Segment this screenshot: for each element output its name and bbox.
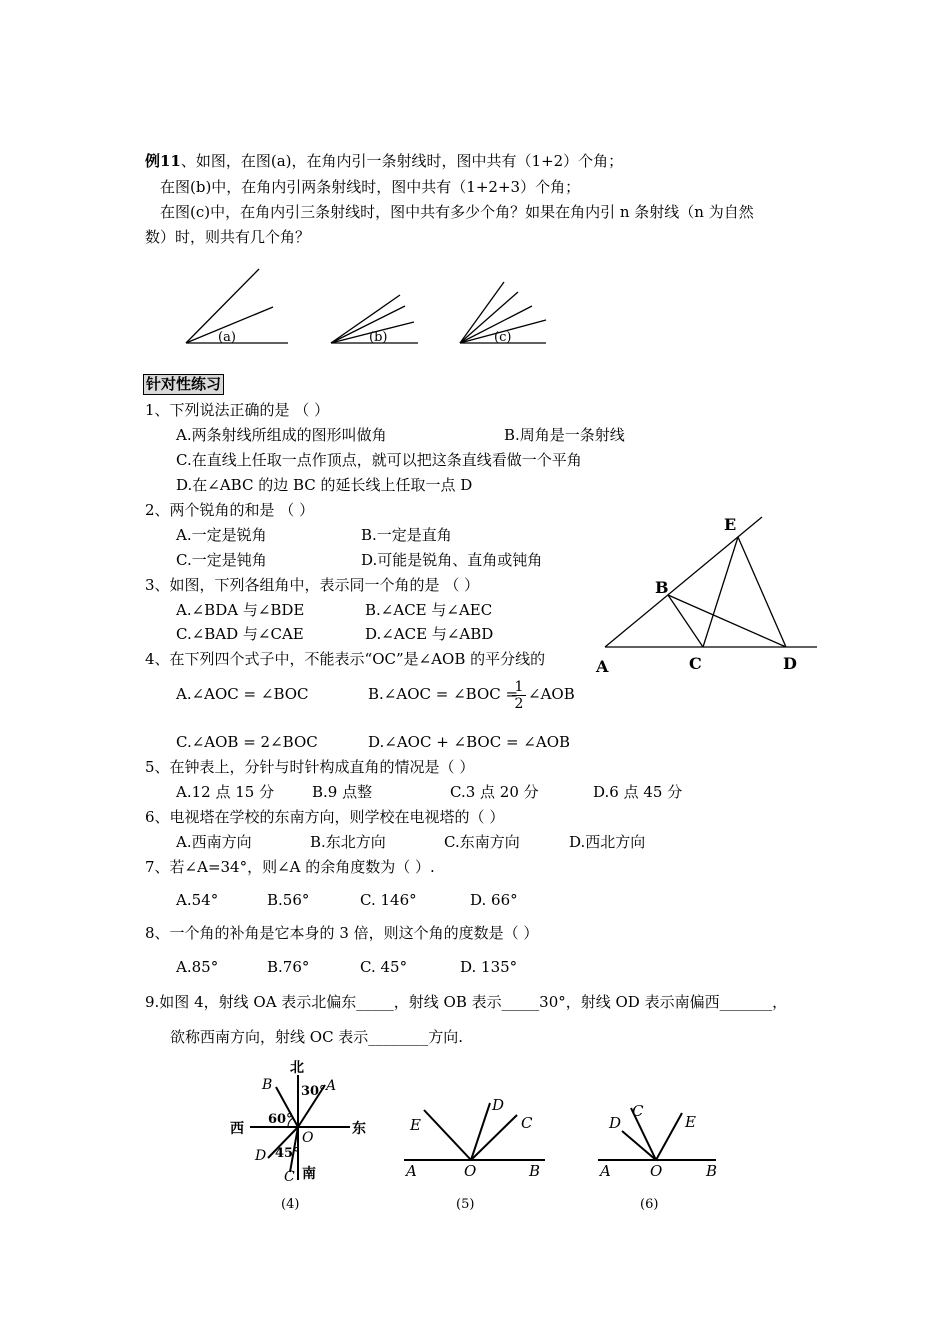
q7-stem: 7、若∠A=34°，则∠A 的余角度数为（ ）. — [145, 858, 435, 876]
q9-line-1: 9.如图 4，射线 OA 表示北偏东_____，射线 OB 表示_____30°，射线 OD 表示南偏西_______， — [145, 993, 788, 1011]
q7-option-b: B.56° — [267, 891, 310, 909]
q2-option-b: B.一定是直角 — [361, 526, 452, 544]
label-b: B — [529, 1162, 541, 1180]
q7-option-c: C. 146° — [360, 891, 417, 909]
q5-option-d: D.6 点 45 分 — [593, 783, 683, 801]
label-c: C — [521, 1114, 533, 1132]
q4-option-c: C.∠AOB = 2∠BOC — [176, 733, 318, 751]
example-text-1: 、如图，在图(a)，在角内引一条射线时，图中共有（1+2）个角； — [180, 152, 624, 170]
q6-option-a: A.西南方向 — [176, 833, 252, 851]
figure-6-caption: (6) — [640, 1197, 659, 1212]
q7-option-a: A.54° — [176, 891, 219, 909]
ray-label-a: A — [326, 1078, 337, 1094]
figure-5-caption: (5) — [456, 1197, 475, 1212]
label-e: E — [410, 1116, 421, 1134]
q5-stem: 5、在钟表上，分针与时针构成直角的情况是（ ） — [145, 758, 475, 776]
figure-4-caption: (4) — [281, 1197, 300, 1212]
q8-option-c: C. 45° — [360, 958, 408, 976]
figure-c-label: (c) — [494, 330, 512, 345]
q8-option-a: A.85° — [176, 958, 219, 976]
label-b: B — [706, 1162, 718, 1180]
label-a: A — [600, 1162, 611, 1180]
q2-stem: 2、两个锐角的和是 （ ） — [145, 501, 315, 519]
angle-45-label: 45° — [275, 1146, 300, 1161]
point-label-d: D — [783, 654, 797, 673]
q2-option-c: C.一定是钝角 — [176, 551, 267, 569]
q1-option-d: D.在∠ABC 的边 BC 的延长线上任取一点 D — [176, 476, 473, 494]
west-label: 西 — [230, 1121, 244, 1137]
q6-option-b: B.东北方向 — [310, 833, 386, 851]
label-d: D — [492, 1096, 505, 1114]
section-title: 针对性练习 — [143, 374, 224, 395]
point-label-b: B — [655, 578, 669, 597]
label-o: O — [464, 1162, 477, 1180]
q3-option-b: B.∠ACE 与∠AEC — [365, 601, 493, 619]
figure-a-label: (a) — [218, 330, 236, 345]
label-c: C — [632, 1102, 644, 1120]
origin-label-o: O — [302, 1130, 314, 1146]
q3-stem: 3、如图，下列各组角中，表示同一个角的是 （ ） — [145, 576, 480, 594]
q1-option-c: C.在直线上任取一点作顶点，就可以把这条直线看做一个平角 — [176, 451, 582, 469]
q8-stem: 8、一个角的补角是它本身的 3 倍，则这个角的度数是（ ） — [145, 924, 539, 942]
q1-stem: 1、下列说法正确的是 （ ） — [145, 401, 330, 419]
point-label-e: E — [724, 515, 737, 534]
q4-stem: 4、在下列四个式子中，不能表示“OC”是∠AOB 的平分线的 — [145, 650, 546, 668]
angle-30-label: 30° — [301, 1084, 326, 1099]
east-label: 东 — [352, 1121, 366, 1137]
point-label-c: C — [689, 654, 702, 673]
q3-option-a: A.∠BDA 与∠BDE — [176, 601, 305, 619]
q6-option-d: D.西北方向 — [569, 833, 646, 851]
q5-option-b: B.9 点整 — [312, 783, 373, 801]
label-e: E — [685, 1113, 696, 1131]
q3-option-c: C.∠BAD 与∠CAE — [176, 625, 304, 643]
q8-option-b: B.76° — [267, 958, 310, 976]
q7-option-d: D. 66° — [470, 891, 518, 909]
example-11-line-3: 在图(c)中，在角内引三条射线时，图中共有多少个角？如果在角内引 n 条射线（n 为自然 — [160, 203, 754, 221]
fraction-denominator: 2 — [514, 696, 524, 712]
q4-option-a: A.∠AOC = ∠BOC — [176, 685, 309, 703]
q4-option-b-pre: B.∠AOC = ∠BOC = — [368, 685, 519, 703]
q1-option-a: A.两条射线所组成的图形叫做角 — [176, 426, 387, 444]
q2-option-d: D.可能是锐角、直角或钝角 — [361, 551, 543, 569]
label-a: A — [406, 1162, 417, 1180]
q1-option-b: B.周角是一条射线 — [504, 426, 625, 444]
fraction-numerator: 1 — [514, 679, 524, 695]
q5-option-a: A.12 点 15 分 — [176, 783, 275, 801]
label-d: D — [609, 1114, 622, 1132]
ray-od — [622, 1131, 656, 1160]
q4-option-d: D.∠AOC + ∠BOC = ∠AOB — [368, 733, 571, 751]
figure-b-label: (b) — [369, 330, 388, 345]
q4-option-b-post: ∠AOB — [528, 685, 575, 703]
point-label-a: A — [596, 657, 609, 676]
q5-option-c: C.3 点 20 分 — [450, 783, 539, 801]
angle-60-label: 60° — [268, 1112, 293, 1127]
north-label: 北 — [290, 1060, 304, 1076]
ray-label-c: C — [284, 1169, 295, 1185]
q2-option-a: A.一定是锐角 — [176, 526, 267, 544]
q3-option-d: D.∠ACE 与∠ABD — [365, 625, 494, 643]
q6-option-c: C.东南方向 — [444, 833, 520, 851]
example-11-line-4: 数）时，则共有几个角？ — [145, 228, 311, 246]
example-label: 例11 — [145, 152, 181, 170]
example-11-line-2: 在图(b)中，在角内引两条射线时，图中共有（1+2+3）个角； — [160, 178, 581, 196]
label-o: O — [650, 1162, 663, 1180]
q8-option-d: D. 135° — [460, 958, 518, 976]
q6-stem: 6、电视塔在学校的东南方向，则学校在电视塔的（ ） — [145, 808, 505, 826]
q9-line-2: 欲称西南方向，射线 OC 表示________方向. — [170, 1028, 464, 1046]
ray-label-d: D — [255, 1148, 267, 1164]
south-label: 南 — [302, 1166, 316, 1182]
ray-label-b: B — [262, 1077, 273, 1093]
ray-oe — [656, 1113, 682, 1160]
